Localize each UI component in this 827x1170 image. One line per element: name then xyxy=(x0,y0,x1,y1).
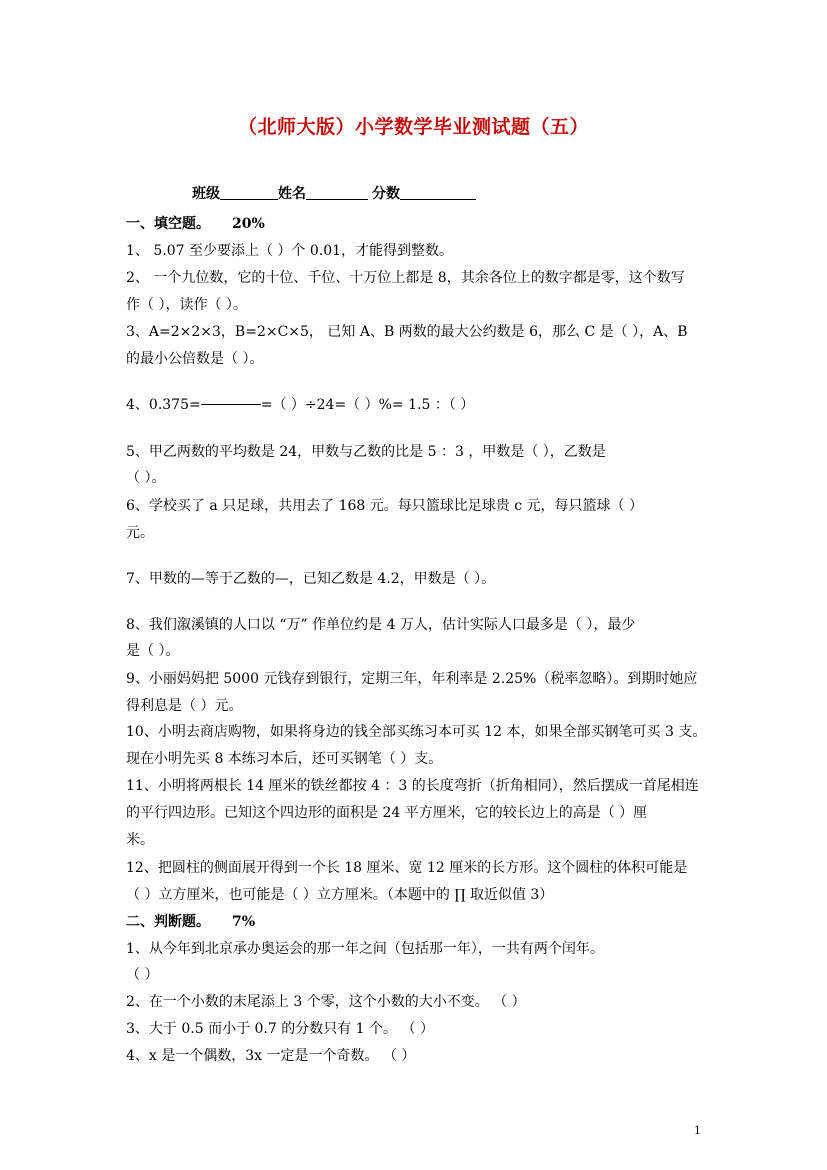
question-line: 是（ ）。 xyxy=(126,643,180,659)
section1-points: 20% xyxy=(232,216,265,232)
question-line: 12、把圆柱的侧面展开得到一个长 18 厘米、宽 12 厘米的长方形。这个圆柱的体积可能是 xyxy=(126,860,688,876)
question-line: 1、 5.07 至少要添上（ ）个 0.01，才能得到整数。 xyxy=(126,243,454,259)
section2-points: 7% xyxy=(232,914,256,930)
page-title: （北师大版）小学数学毕业测试题（五） xyxy=(237,116,589,138)
question-line: （ ）立方厘米，也可能是（ ）立方厘米。（本题中的 ∏ 取近似值 3） xyxy=(126,887,554,903)
score-label: 分数 xyxy=(372,186,400,202)
judge-line: 4、x 是一个偶数，3x 一定是一个奇数。 （ ） xyxy=(126,1048,416,1064)
question-line: 2、 一个九位数，它的十位、千位、十万位上都是 8，其余各位上的数字都是零，这个数写 xyxy=(126,270,685,286)
question-line: 米。 xyxy=(126,832,154,848)
section-heading-fill-blank xyxy=(126,213,265,233)
q4-prefix: 4、0.375= xyxy=(126,397,201,413)
question-line: 现在小明先买 8 本练习本后，还可买钢笔（ ）支。 xyxy=(126,751,443,767)
name-label: 姓名 xyxy=(278,186,306,202)
question-line: （ ）。 xyxy=(126,470,166,486)
judge-line: （ ） xyxy=(126,967,159,983)
question-line: 10、小明去商店购物，如果将身边的钱全部买练习本可买 12 本，如果全部买钢笔可买 3 支。 xyxy=(126,724,707,740)
judge-line: 3、大于 0.5 而小于 0.7 的分数只有 1 个。 （ ） xyxy=(126,1021,434,1037)
section2-heading-text: 二、判断题。 xyxy=(126,914,210,930)
class-blank xyxy=(220,185,278,200)
question-line: 5、甲乙两数的平均数是 24，甲数与乙数的比是 5 ：3 ，甲数是（ ），乙数是 xyxy=(126,444,606,460)
question-line: 9、小丽妈妈把 5000 元钱存到银行，定期三年，年利率是 2.25%（税率忽略）。到期时她应 xyxy=(126,671,698,687)
question-line: 得利息是（ ）元。 xyxy=(126,698,243,714)
question-line: 元。 xyxy=(126,525,154,541)
judge-line: 1、从今年到北京承办奥运会的那一年之间（包括那一年），一共有两个闰年。 xyxy=(126,941,604,957)
student-info-row xyxy=(192,183,476,203)
class-label: 班级 xyxy=(192,186,220,202)
question-line: 7、甲数的—等于乙数的—，已知乙数是 4.2，甲数是（ ）。 xyxy=(126,571,496,587)
q4-suffix: =（ ）÷24=（ ）%= 1.5 ：（ ） xyxy=(260,397,475,413)
page-number: 1 xyxy=(694,1124,701,1137)
question-line: 3、A=2×2×3，B=2×C×5， 已知 A、B 两数的最大公约数是 6，那么 C 是（ ），A、B xyxy=(126,324,688,340)
question-line: 8、我们溆溪镇的人口以 “万” 作单位约是 4 万人，估计实际人口最多是（ ），最少 xyxy=(126,617,636,633)
judge-line: 2、在一个小数的末尾添上 3 个零，这个小数的大小不变。 （ ） xyxy=(126,994,526,1010)
question-line: 11、小明将两根长 14 厘米的铁丝都按 4 ：3 的长度弯折（折角相同），然后摆成一首尾相连 xyxy=(126,778,699,794)
question-line: 的平行四边形。已知这个四边形的面积是 24 平方厘米，它的较长边上的高是（ ）厘 xyxy=(126,805,648,821)
score-blank xyxy=(400,185,476,200)
question-line: 的最小公倍数是（ ）。 xyxy=(126,351,264,367)
section1-heading-text: 一、填空题。 xyxy=(126,216,210,232)
question-line: 作（ ），读作（ ）。 xyxy=(126,297,247,313)
question-line-4 xyxy=(126,394,474,414)
fraction-blank xyxy=(201,394,261,405)
name-blank xyxy=(306,185,368,200)
section-heading-judge xyxy=(126,911,255,931)
question-line: 6、学校买了 a 只足球，共用去了 168 元。每只篮球比足球贵 c 元，每只篮球（ ） xyxy=(126,498,643,514)
